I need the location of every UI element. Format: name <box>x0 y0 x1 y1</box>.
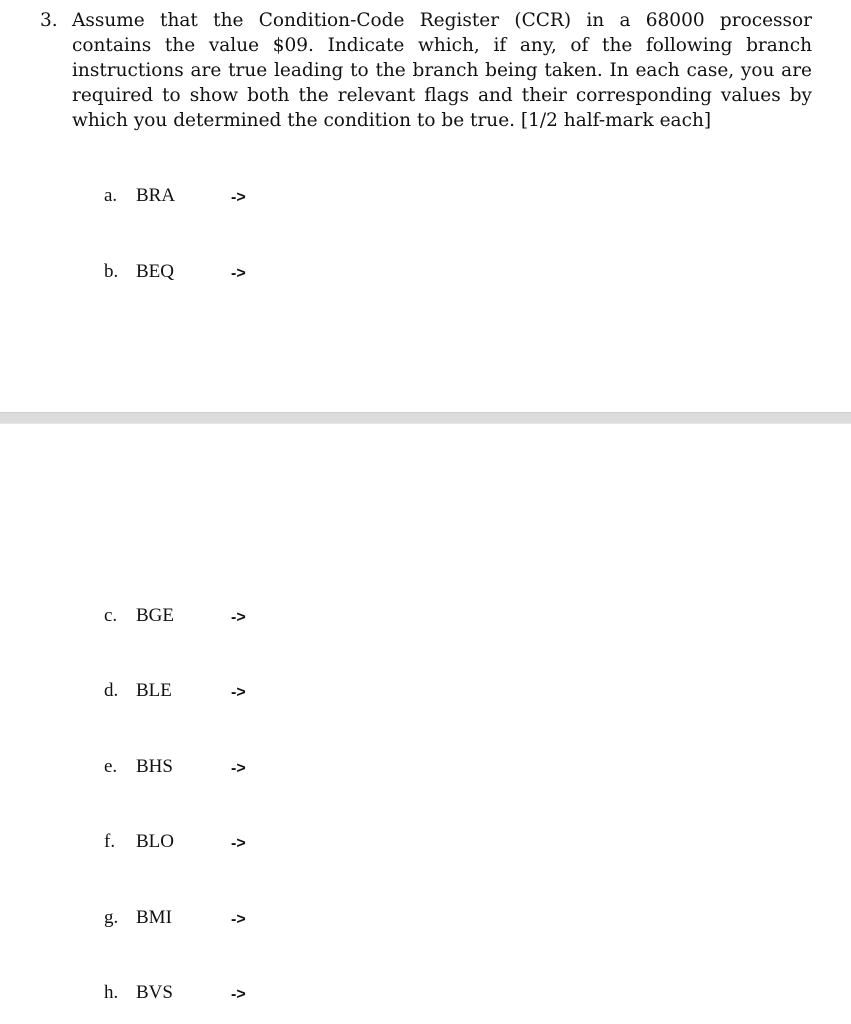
item-letter: a. <box>104 185 118 206</box>
item-e <box>104 755 173 779</box>
item-instruction: BLO <box>136 831 174 852</box>
answer-arrow: -> <box>231 911 246 928</box>
answer-arrow: -> <box>231 609 246 626</box>
item-letter: e. <box>104 756 118 777</box>
item-letter: f. <box>104 831 116 852</box>
answer-arrow: -> <box>231 189 246 206</box>
item-instruction: BMI <box>136 907 172 928</box>
item-letter: g. <box>104 907 119 928</box>
item-instruction: BLE <box>136 680 172 701</box>
item-c <box>104 604 174 628</box>
item-instruction: BEQ <box>136 261 174 282</box>
answer-arrow: -> <box>231 265 246 282</box>
item-letter: c. <box>104 605 118 626</box>
question-block <box>40 8 812 133</box>
question-text: Assume that the Condition-Code Register (CCR) in a 68000 processor contains the value $09. Indicate which, if any, of the following branch instructions are true leading to the branch being taken. In each case, you are required to show both the relevant flags and their corresponding values by which you determined the condition to be true. [1/2 half-mark each] <box>72 10 812 131</box>
page-break-divider <box>0 412 851 424</box>
item-instruction: BGE <box>136 605 174 626</box>
item-letter: b. <box>104 261 119 282</box>
item-d <box>104 679 172 703</box>
item-b <box>104 260 174 284</box>
answer-arrow: -> <box>231 760 246 777</box>
page-bottom <box>0 424 851 1024</box>
item-g <box>104 906 172 930</box>
item-a <box>104 184 175 208</box>
item-letter: d. <box>104 680 119 701</box>
item-letter: h. <box>104 982 119 1003</box>
question-number: 3. <box>40 10 58 31</box>
item-instruction: BVS <box>136 982 173 1003</box>
answer-arrow: -> <box>231 835 246 852</box>
item-f <box>104 830 174 854</box>
answer-arrow: -> <box>231 684 246 701</box>
page-top <box>0 0 851 412</box>
item-instruction: BHS <box>136 756 173 777</box>
item-h <box>104 981 173 1005</box>
answer-arrow: -> <box>231 986 246 1003</box>
item-instruction: BRA <box>136 185 176 206</box>
